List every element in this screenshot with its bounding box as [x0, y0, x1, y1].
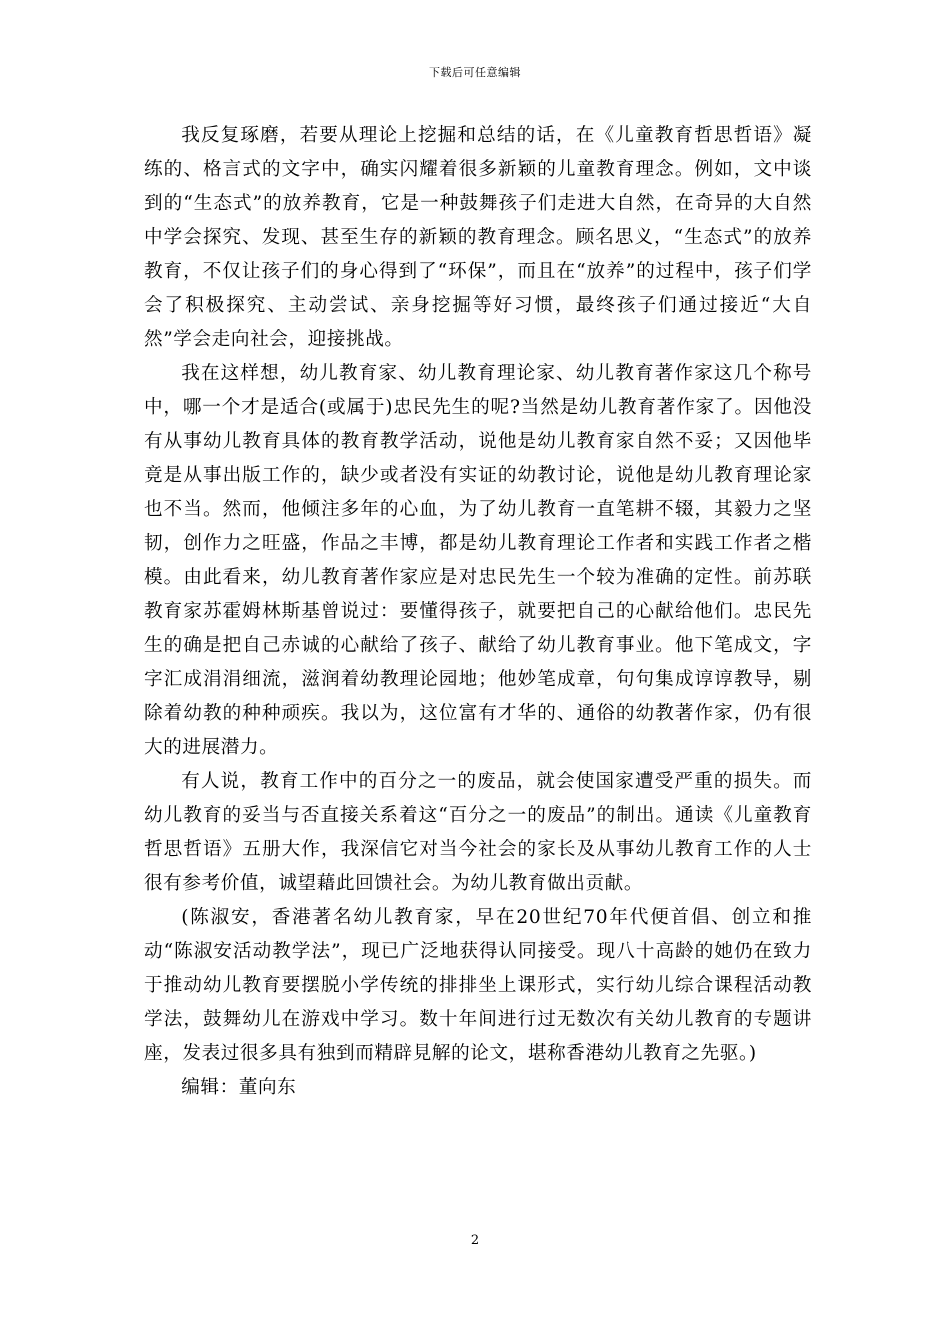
- editor-credit: 编辑：董向东: [181, 1077, 297, 1098]
- document-body: [144, 119, 812, 1105]
- paragraph-2: 我在这样想，幼儿教育家、幼儿教育理论家、幼儿教育著作家这几个称号中，哪一个才是适合(或属于)忠民先生的呢?当然是幼儿教育著作家了。因他没有从事幼儿教育具体的教育教学活动，说他是幼儿教育家自然不妥；又因他毕竟是从事出版工作的，缺少或者没有实证的幼教讨论，说他是幼儿教育理论家也不当。然而，他倾注多年的心血，为了幼儿教育一直笔耕不辍，其毅力之坚韧，创作力之旺盛，作品之丰博，都是幼儿教育理论工作者和实践工作者之楷模。由此看来，幼儿教育著作家应是对忠民先生一个较为准确的定性。前苏联教育家苏霍姆林斯基曾说过：要懂得孩子，就要把自己的心献给他们。忠民先生的确是把自己赤诚的心献给了孩子、献给了幼儿教育事业。他下笔成文，字字汇成涓涓细流，滋润着幼教理论园地；他妙笔成章，句句集成谆谆教导，剔除着幼教的种种顽疾。我以为，这位富有才华的、通俗的幼教著作家，仍有很大的进展潜力。: [144, 363, 812, 758]
- paragraph-3: 有人说，教育工作中的百分之一的废品，就会使国家遭受严重的损失。而幼儿教育的妥当与否直接关系着这“百分之一的废品”的制出。通读《儿童教育哲思哲语》五册大作，我深信它对当今社会的家长及从事幼儿教育工作的人士很有参考价值，诚望藉此回馈社会。为幼儿教育做出贡献。: [144, 771, 812, 894]
- page-number: 2: [470, 1233, 480, 1248]
- paragraph-1: 我反复琢磨，若要从理论上挖掘和总结的话，在《儿童教育哲思哲语》凝练的、格言式的文字中，确实闪耀着很多新颖的儿童教育理念。例如，文中谈到的“生态式”的放养教育，它是一种鼓舞孩子们走进大自然，在奇异的大自然中学会探究、发现、甚至生存的新颖的教育理念。顾名思义，“生态式”的放养教育，不仅让孩子们的身心得到了“环保”，而且在“放养”的过程中，孩子们学会了积极探究、主动尝试、亲身挖掘等好习惯，最终孩子们通过接近“大自然”学会走向社会，迎接挑战。: [144, 125, 812, 350]
- author-bio-paragraph: (陈淑安，香港著名幼儿教育家，早在20世纪70年代便首倡、创立和推动“陈淑安活动教学法”，现已广泛地获得认同接受。现八十高龄的她仍在致力于推动幼儿教育要摆脱小学传统的排排坐上课形式，实行幼儿综合课程活动教学法，鼓舞幼儿在游戏中学习。数十年间进行过无数次有关幼儿教育的专题讲座，发表过很多具有独到而精辟見解的论文，堪称香港幼儿教育之先驱。): [144, 907, 812, 1064]
- page-header: 下载后可任意编辑: [429, 66, 521, 79]
